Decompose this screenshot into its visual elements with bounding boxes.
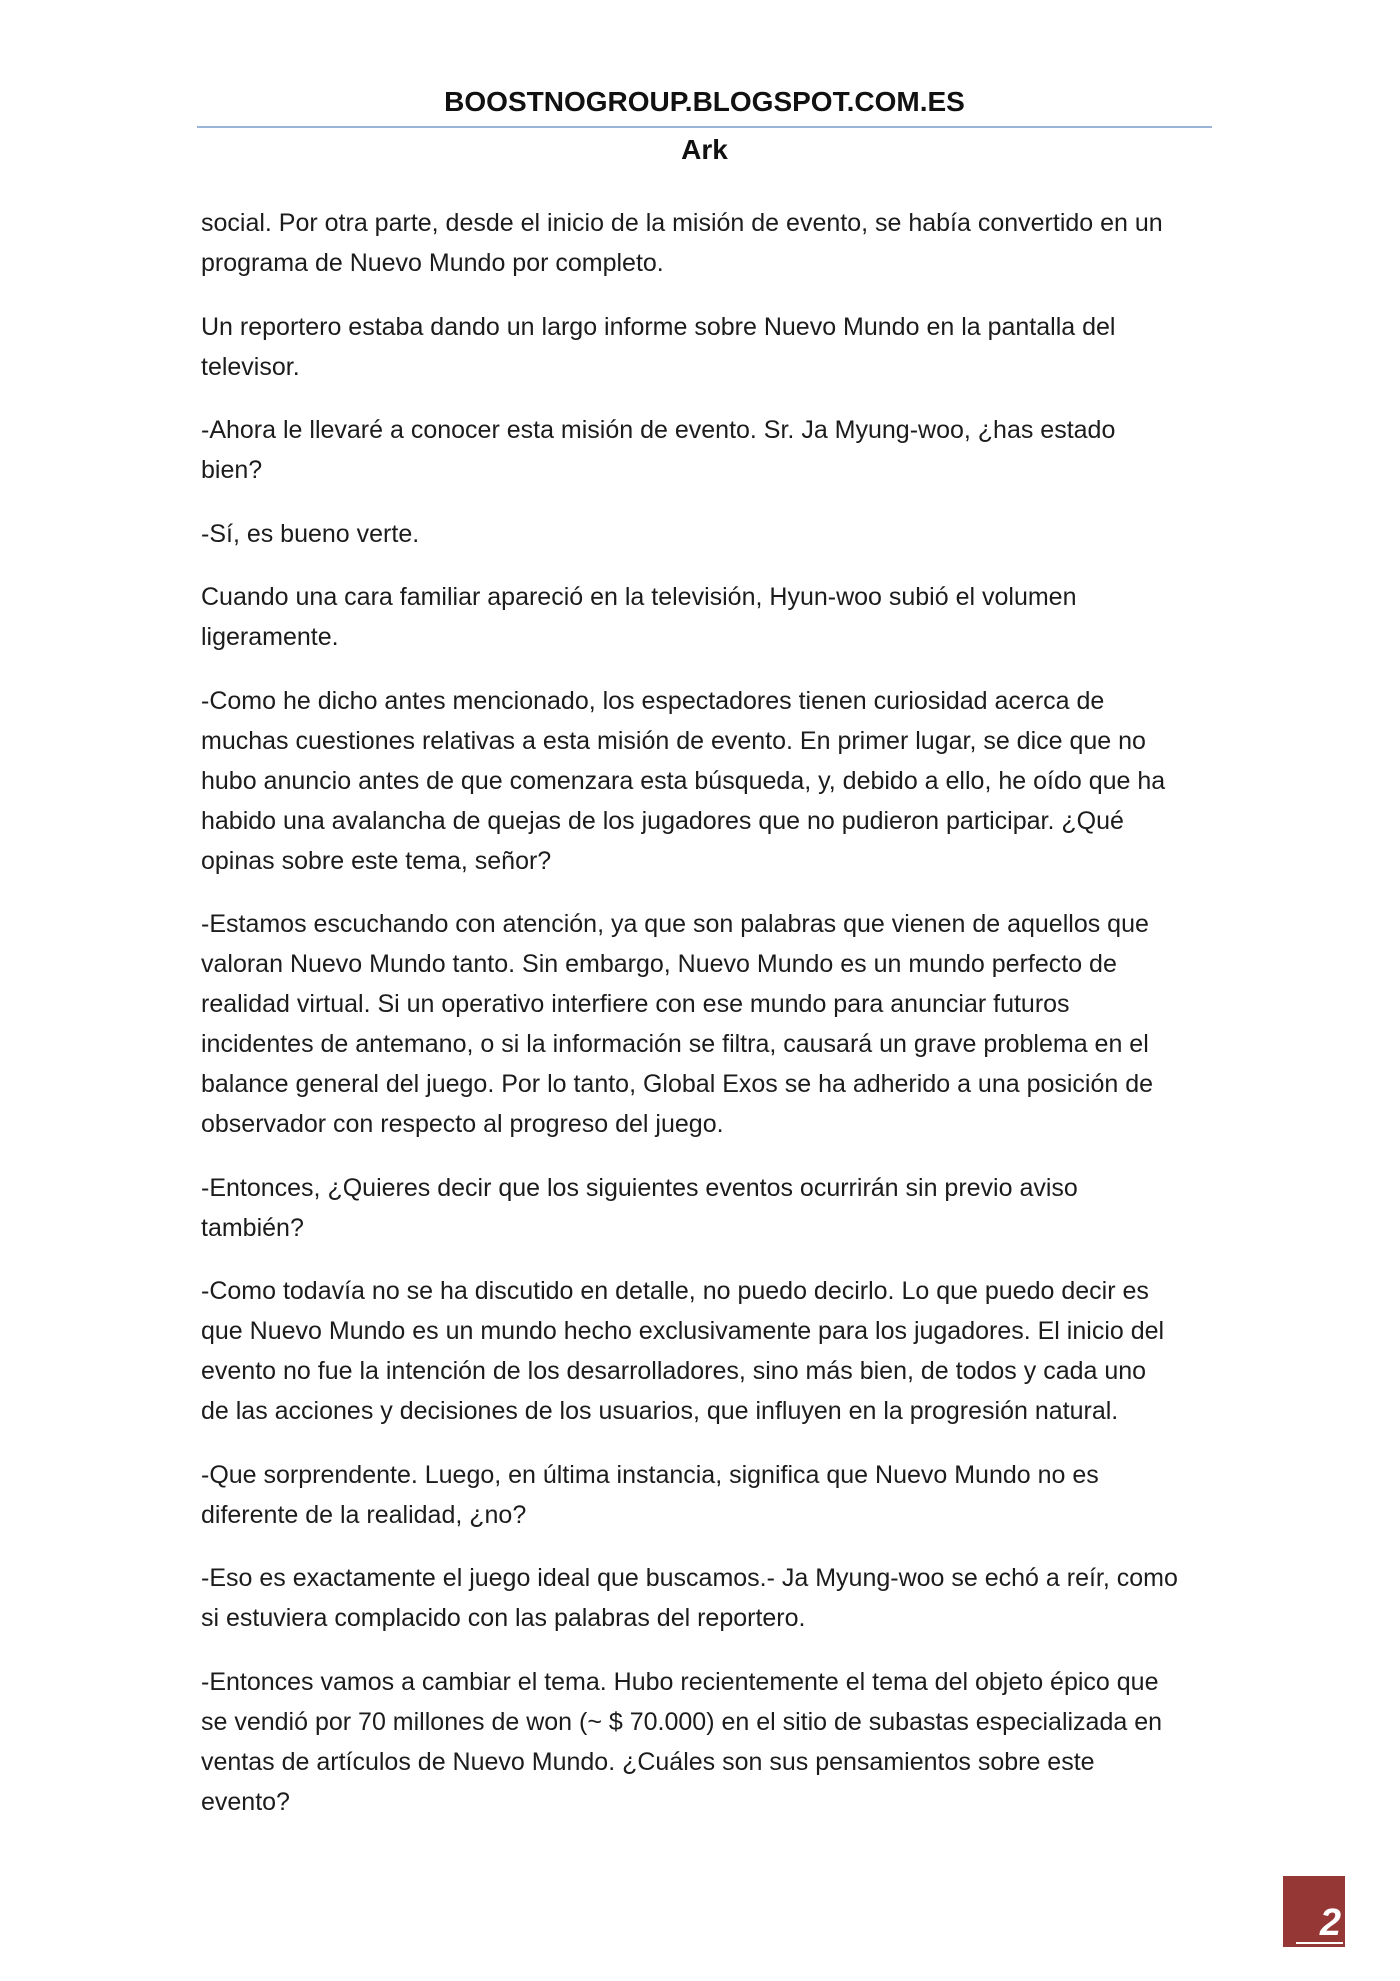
paragraph-line: muchas cuestiones relativas a esta misión de evento. En primer lugar, se dice que no (201, 726, 1146, 755)
paragraph-line: también? (201, 1213, 304, 1242)
paragraph (201, 1558, 1211, 1638)
page-number: 2 (1296, 1904, 1343, 1944)
paragraph-line: -Que sorprendente. Luego, en última instancia, significa que Nuevo Mundo no es (201, 1460, 1099, 1489)
paragraph (201, 1455, 1211, 1535)
paragraph-line: opinas sobre este tema, señor? (201, 846, 552, 875)
document-body (201, 203, 1211, 1845)
paragraph-line: -Sí, es bueno verte. (201, 519, 420, 548)
paragraph (201, 577, 1211, 657)
paragraph (201, 307, 1211, 387)
paragraph-line: ligeramente. (201, 623, 339, 651)
paragraph-line: -Como he dicho antes mencionado, los espectadores tienen curiosidad acerca de (201, 686, 1105, 715)
paragraph-line: valoran Nuevo Mundo tanto. Sin embargo, Nuevo Mundo es un mundo perfecto de (201, 950, 1117, 978)
paragraph (201, 904, 1211, 1144)
header-rule (197, 126, 1212, 128)
paragraph (201, 1271, 1211, 1431)
paragraph-line: incidentes de antemano, o si la información se filtra, causará un grave problema en el (201, 1030, 1149, 1058)
paragraph-line: bien? (201, 456, 263, 484)
paragraph-line: evento no fue la intención de los desarrolladores, sino más bien, de todos y cada uno (201, 1357, 1147, 1385)
paragraph-line: -Entonces, ¿Quieres decir que los siguientes eventos ocurrirán sin previo aviso (201, 1173, 1078, 1202)
paragraph-line: de las acciones y decisiones de los usuarios, que influyen en la progresión natural. (201, 1397, 1119, 1425)
paragraph (201, 514, 1211, 554)
paragraph-line: -Como todavía no se ha discutido en detalle, no puedo decirlo. Lo que puedo decir es (201, 1277, 1149, 1305)
paragraph-line: hubo anuncio antes de que comenzara esta búsqueda, y, debido a ello, he oído que ha (201, 766, 1166, 795)
paragraph (201, 203, 1211, 283)
paragraph-line: observador con respecto al progreso del juego. (201, 1110, 724, 1138)
paragraph-line: programa de Nuevo Mundo por completo. (201, 249, 664, 277)
paragraph-line: televisor. (201, 352, 300, 381)
paragraph-line: habido una avalancha de quejas de los jugadores que no pudieron participar. ¿Qué (201, 806, 1124, 835)
paragraph-line: ventas de artículos de Nuevo Mundo. ¿Cuáles son sus pensamientos sobre este (201, 1747, 1095, 1776)
paragraph-line: balance general del juego. Por lo tanto, Global Exos se ha adherido a una posición de (201, 1070, 1154, 1098)
paragraph-line: -Estamos escuchando con atención, ya que son palabras que vienen de aquellos que (201, 910, 1149, 938)
paragraph-line: Cuando una cara familiar apareció en la televisión, Hyun-woo subió el volumen (201, 583, 1077, 611)
site-url-header: BOOSTNOGROUP.BLOGSPOT.COM.ES (444, 86, 965, 117)
paragraph-line: -Ahora le llevaré a conocer esta misión de evento. Sr. Ja Myung-woo, ¿has estado (201, 416, 1116, 444)
paragraph (201, 1168, 1211, 1248)
paragraph-line: Un reportero estaba dando un largo informe sobre Nuevo Mundo en la pantalla del (201, 312, 1116, 341)
paragraph-line: social. Por otra parte, desde el inicio de la misión de evento, se había convertido en un (201, 209, 1163, 237)
paragraph-line: si estuviera complacido con las palabras del reportero. (201, 1604, 806, 1632)
paragraph-line: evento? (201, 1787, 290, 1816)
page-number-badge (1283, 1876, 1345, 1947)
paragraph-line: realidad virtual. Si un operativo interfiere con ese mundo para anunciar futuros (201, 990, 1070, 1018)
paragraph (201, 681, 1211, 881)
paragraph-line: diferente de la realidad, ¿no? (201, 1500, 527, 1529)
paragraph-line: -Eso es exactamente el juego ideal que buscamos.- Ja Myung-woo se echó a reír, como (201, 1564, 1178, 1592)
document-title: Ark (681, 134, 728, 165)
paragraph (201, 410, 1211, 490)
paragraph-line: se vendió por 70 millones de won (~ $ 70.000) en el sitio de subastas especializada en (201, 1707, 1163, 1736)
paragraph-line: que Nuevo Mundo es un mundo hecho exclusivamente para los jugadores. El inicio del (201, 1317, 1165, 1345)
paragraph-line: -Entonces vamos a cambiar el tema. Hubo recientemente el tema del objeto épico que (201, 1667, 1159, 1696)
paragraph (201, 1662, 1211, 1822)
